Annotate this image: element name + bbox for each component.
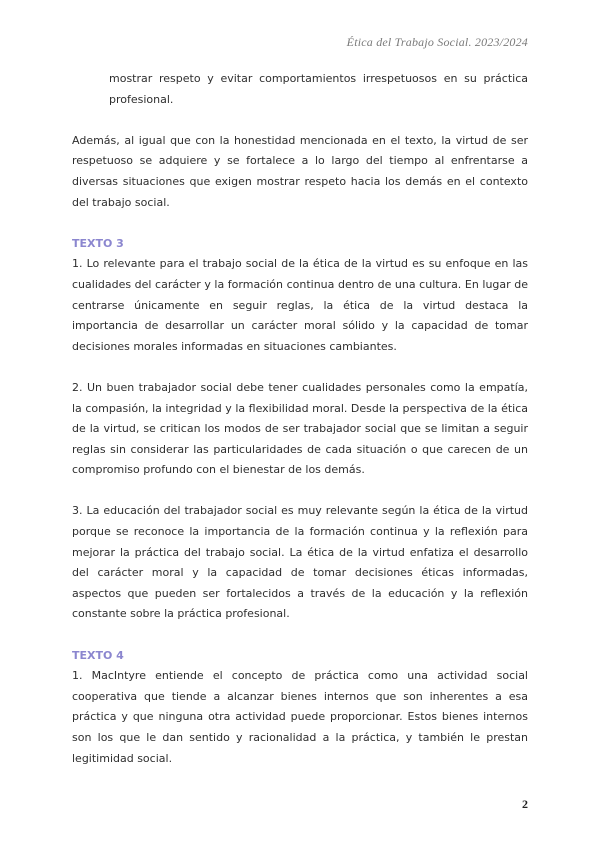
texto3-answer-3: 3. La educación del trabajador social es muy relevante según la ética de la virtud porque se reconoce la importancia de la formación continua y la reflexión para mejorar la práctica del trabajo social. La ética de la virtud enfatiza el desarrollo del carácter moral y la capacidad de tomar decisiones éticas informadas, aspectos que pueden ser fortalecidos a través de la educación y la reflexión constante sobre la práctica profesional.: [72, 504, 528, 621]
page-number: 2: [522, 797, 528, 811]
running-header: Ética del Trabajo Social. 2023/2024: [346, 35, 528, 49]
texto3-answer-2: 2. Un buen trabajador social debe tener cualidades personales como la empatía, la compasión, la integridad y la flexibilidad moral. Desde la perspectiva de la ética de la virtud, se critican los modos de ser trabajador social que se limitan a seguir reglas sin considerar las particularidades de cada situación o que carecen de un compromiso profundo con el bienestar de los demás.: [72, 380, 528, 477]
texto3-answer-1: 1. Lo relevante para el trabajo social de la ética de la virtud es su enfoque en las cualidades del carácter y la formación continua dentro de una cultura. En lugar de centrarse únicamente en seguir reglas, la ética de la virtud destaca la importancia de desarrollar un carácter moral sólido y la capacidad de tomar decisiones morales informadas en situaciones cambiantes.: [72, 257, 528, 353]
texto4-answer-1: 1. MacIntyre entiende el concepto de práctica como una actividad social cooperativa que tiende a alcanzar bienes internos que son inherentes a esa práctica y que ninguna otra actividad puede proporcionar. Estos bienes internos son los que le dan sentido y racionalidad a la práctica, y también le prestan legitimidad social.: [72, 669, 528, 765]
paragraph-ademas: Además, al igual que con la honestidad mencionada en el texto, la virtud de ser respetuoso se adquiere y se fortalece a lo largo del tiempo al enfrentarse a diversas situaciones que exigen mostrar respeto hacia los demás en el contexto del trabajo social.: [72, 133, 528, 209]
section-heading-texto-4: TEXTO 4: [72, 648, 124, 662]
section-heading-texto-3: TEXTO 3: [72, 236, 124, 250]
paragraph-continuation: mostrar respeto y evitar comportamientos irrespetuosos en su práctica profesional.: [109, 72, 528, 106]
document-body: [72, 69, 528, 769]
